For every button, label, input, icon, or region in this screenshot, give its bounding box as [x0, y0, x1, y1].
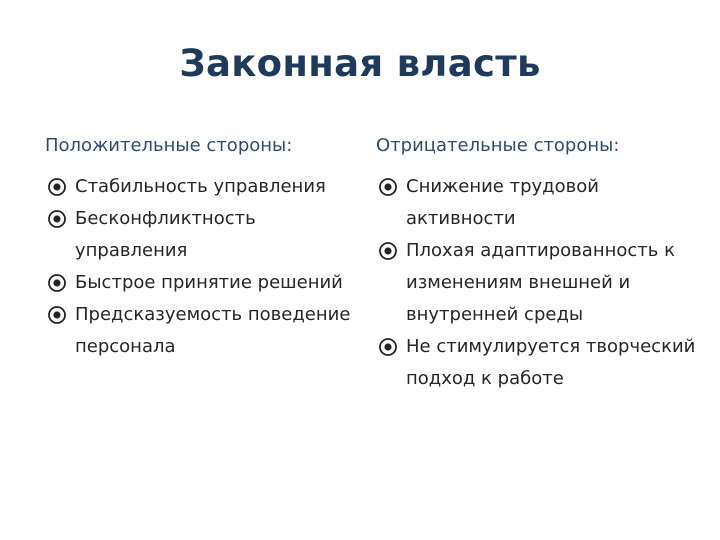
list-item-text: Предсказуемость поведение персонала — [75, 304, 351, 357]
list-item — [376, 331, 696, 395]
negative-sides-header: Отрицательные стороны: — [376, 135, 620, 156]
slide-title: Законная власть — [179, 42, 541, 85]
target-bullet-icon — [47, 305, 67, 325]
positive-sides-header: Положительные стороны: — [45, 135, 293, 156]
positive-sides-list — [45, 171, 360, 363]
list-item-text: Плохая адаптированность к изменениям внешней и внутренней среды — [406, 240, 675, 325]
positive-sides-column — [45, 133, 360, 363]
list-item — [376, 235, 696, 331]
list-item — [45, 299, 360, 363]
negative-sides-column — [376, 133, 696, 395]
list-item-text: Стабильность управления — [75, 176, 326, 197]
target-bullet-icon — [378, 177, 398, 197]
list-item-text: Снижение трудовой активности — [406, 176, 599, 229]
target-bullet-icon — [378, 337, 398, 357]
list-item — [45, 203, 360, 267]
list-item — [376, 171, 696, 235]
list-item-text: Не стимулируется творческий подход к работе — [406, 336, 696, 389]
target-bullet-icon — [378, 241, 398, 261]
list-item — [45, 171, 360, 203]
list-item-text: Бесконфликтность управления — [75, 208, 256, 261]
target-bullet-icon — [47, 177, 67, 197]
target-bullet-icon — [47, 209, 67, 229]
list-item — [45, 267, 360, 299]
list-item-text: Быстрое принятие решений — [75, 272, 343, 293]
target-bullet-icon — [47, 273, 67, 293]
negative-sides-list — [376, 171, 696, 395]
